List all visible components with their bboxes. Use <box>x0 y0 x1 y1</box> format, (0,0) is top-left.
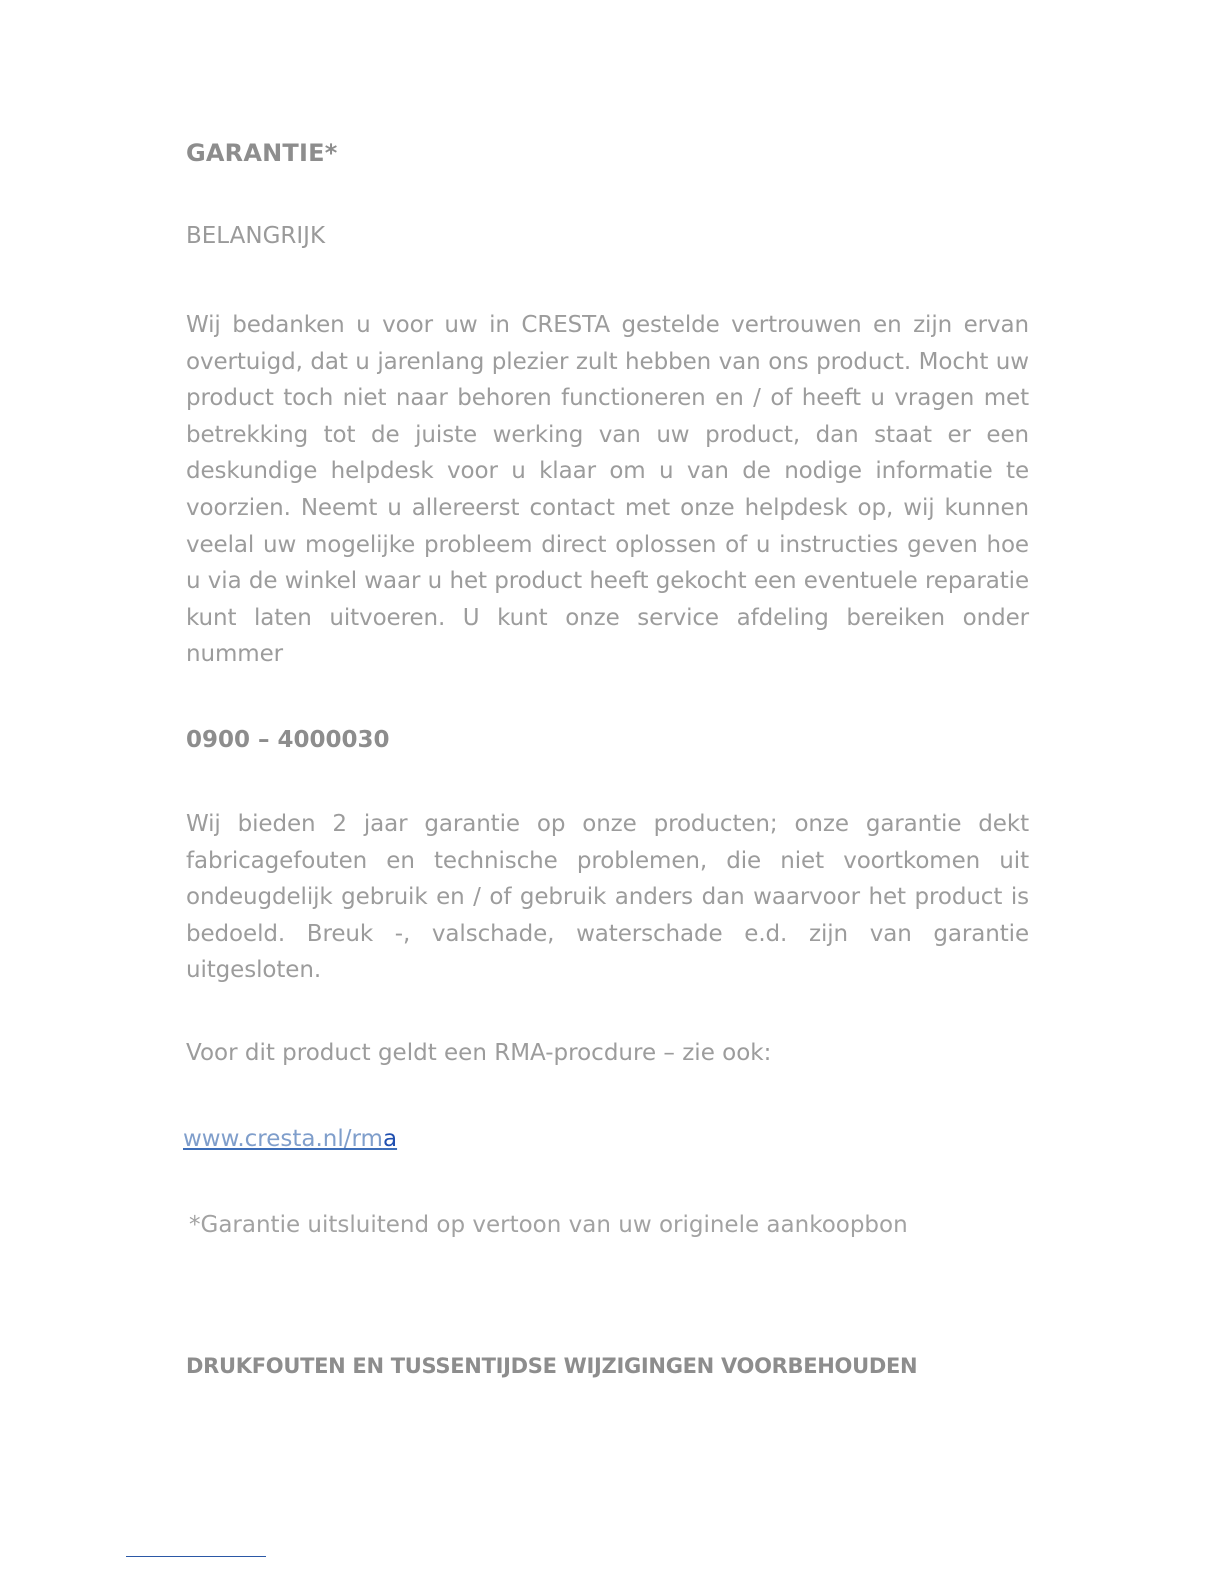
intro-paragraph: Wij bedanken u voor uw in CRESTA gestelde vertrouwen en zijn ervan overtuigd, dat u jarenlang plezier zult hebben van ons product. Mocht uw product toch niet naar behoren functioneren en / of heeft u vragen met betrekking tot de juiste werking van uw product, dan staat er een deskundige helpdesk voor u klaar om u van de nodige informatie te voorzien. Neemt u allereerst contact met onze helpdesk op, wij kunnen veelal uw mogelijke probleem direct oplossen of u instructies geven hoe u via de winkel waar u het product heeft gekocht een eventuele reparatie kunt laten uitvoeren. U kunt onze service afdeling bereiken onder nummer <box>186 312 1029 668</box>
rma-link-last-char: a <box>382 1126 398 1152</box>
rma-link[interactable] <box>183 1126 397 1152</box>
warranty-note: *Garantie uitsluitend op vertoon van uw originele aankoopbon <box>189 1212 908 1238</box>
rma-link-text: www.cresta.nl/rm <box>183 1126 383 1152</box>
rma-procedure-text: Voor dit product geldt een RMA-procdure – zie ook: <box>186 1040 772 1066</box>
disclaimer-footer: DRUKFOUTEN EN TUSSENTIJDSE WIJZIGINGEN VOORBEHOUDEN <box>186 1354 918 1378</box>
footnote-rule <box>126 1556 266 1557</box>
service-phone-number: 0900 – 4000030 <box>186 727 390 753</box>
section-subtitle: BELANGRIJK <box>186 223 326 249</box>
warranty-paragraph: Wij bieden 2 jaar garantie op onze producten; onze garantie dekt fabricagefouten en technische problemen, die niet voortkomen uit ondeugdelijk gebruik en / of gebruik anders dan waarvoor het product is bedoeld. Breuk -, valschade, waterschade e.d. zijn van garantie uitgesloten. <box>186 811 1029 984</box>
page-title: GARANTIE* <box>186 139 338 167</box>
